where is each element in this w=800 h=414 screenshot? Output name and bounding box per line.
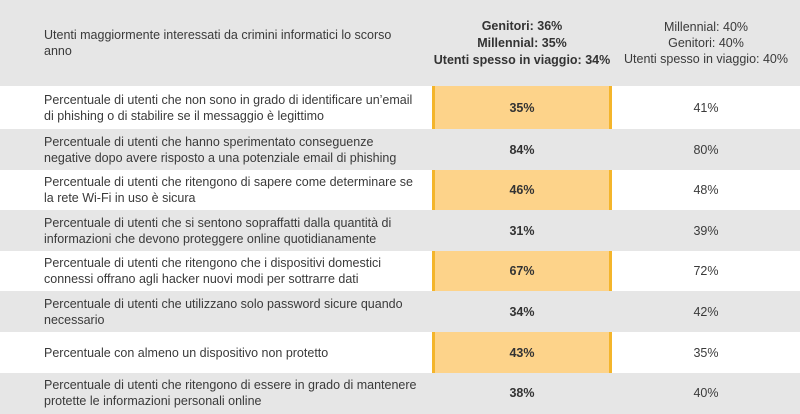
header-mid-line: Genitori: 36% <box>481 18 563 33</box>
row-mid-value: 35% <box>509 100 535 115</box>
row-mid-value: 46% <box>509 183 535 197</box>
row-label: Percentuale con almeno un dispositivo non protetto <box>44 345 329 360</box>
table-row <box>0 291 800 332</box>
header-mid-line: Millennial: 35% <box>477 35 567 50</box>
header-right <box>612 0 800 86</box>
row-label: Percentuale di utenti che ritengono che i dispositivi domestici connessi offrano agli hacker nuovi modi per sottrarre dati <box>44 256 381 286</box>
row-right-value: 80% <box>693 142 719 157</box>
table-row <box>0 86 800 129</box>
header-right-line: Genitori: 40% <box>668 36 744 50</box>
row-label: Percentuale di utenti che hanno sperimentato conseguenze negative dopo avere risposto a una potenziale email di phishing <box>44 134 397 165</box>
row-mid-value: 38% <box>509 386 535 400</box>
header-label: Utenti maggiormente interessati da crimini informatici lo scorso anno <box>44 28 392 58</box>
table-row <box>0 332 800 373</box>
row-right-value: 40% <box>693 386 719 400</box>
row-mid-value: 84% <box>509 142 535 157</box>
table-header-row <box>0 0 800 86</box>
row-label: Percentuale di utenti che utilizzano solo password sicure quando necessario <box>44 296 403 327</box>
table-row <box>0 373 800 414</box>
row-mid-value: 34% <box>509 304 535 319</box>
row-mid-value: 31% <box>509 223 535 238</box>
header-right-line: Utenti spesso in viaggio: 40% <box>624 52 788 66</box>
row-right-value: 72% <box>693 264 719 278</box>
row-right-value: 48% <box>693 183 719 197</box>
table-row <box>0 129 800 170</box>
table-row <box>0 170 800 210</box>
row-right-value: 39% <box>693 223 719 238</box>
header-mid <box>432 0 612 86</box>
row-right-value: 35% <box>693 345 719 360</box>
table-row <box>0 251 800 291</box>
row-label: Percentuale di utenti che si sentono sopraffatti dalla quantità di informazioni che devono proteggere online quotidianamente <box>44 215 392 246</box>
row-label: Percentuale di utenti che non sono in grado di identificare un’email di phishing o di stabilire se il messaggio è legittimo <box>44 92 413 123</box>
table-row <box>0 210 800 251</box>
row-right-value: 42% <box>693 304 719 319</box>
row-label: Percentuale di utenti che ritengono di essere in grado di mantenere protette le informazioni personali online <box>44 378 417 408</box>
row-right-value: 41% <box>693 100 719 115</box>
row-label: Percentuale di utenti che ritengono di sapere come determinare se la rete Wi-Fi in uso è sicura <box>44 175 413 205</box>
row-mid-value: 43% <box>509 345 535 360</box>
header-mid-line: Utenti spesso in viaggio: 34% <box>433 52 611 67</box>
header-right-line: Millennial: 40% <box>663 20 749 34</box>
row-mid-value: 67% <box>509 264 535 278</box>
